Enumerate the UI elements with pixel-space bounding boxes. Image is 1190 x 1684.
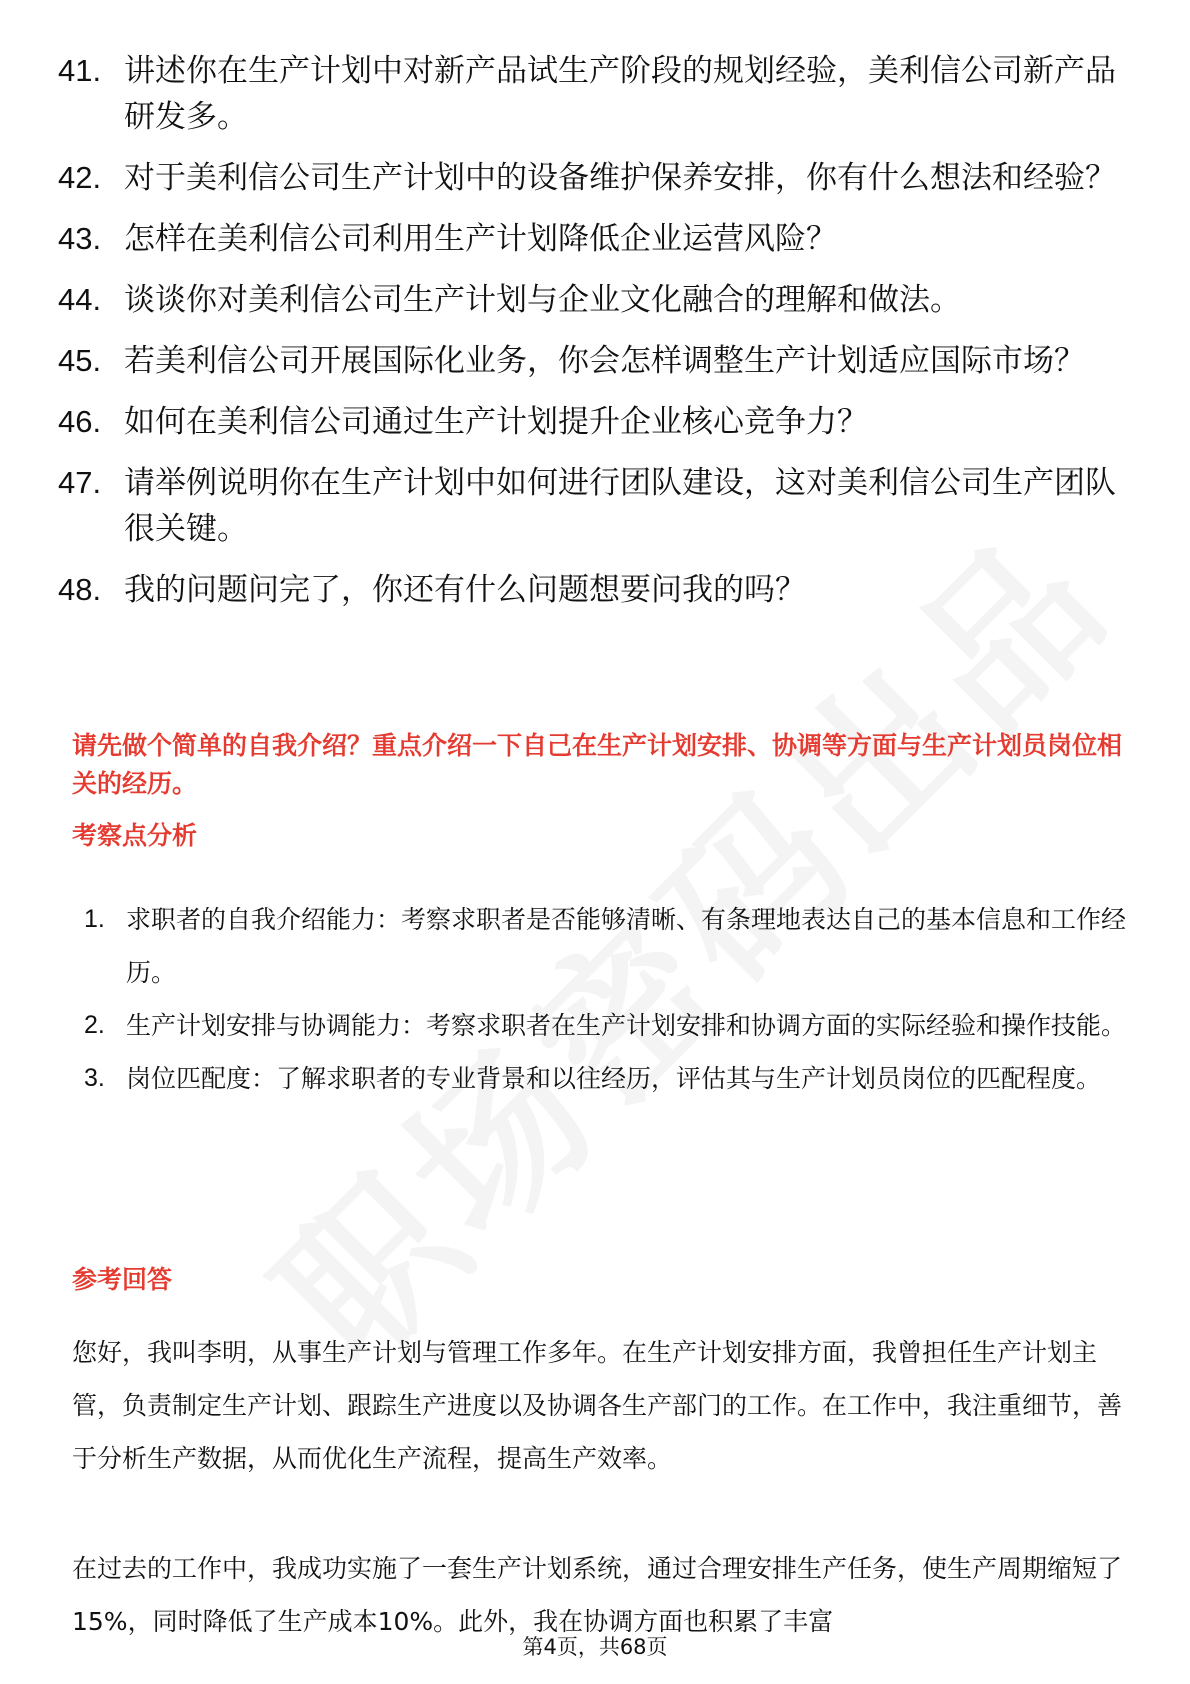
question-number: 42. bbox=[58, 160, 102, 195]
analysis-item bbox=[84, 999, 1134, 1052]
question-item bbox=[58, 399, 1138, 445]
analysis-number: 3. bbox=[84, 1064, 105, 1092]
question-text: 对于美利信公司生产计划中的设备维护保养安排，你有什么想法和经验？ bbox=[124, 160, 1116, 196]
question-item bbox=[58, 277, 1138, 323]
reference-answer-title: 参考回答 bbox=[72, 1265, 173, 1294]
question-number: 46. bbox=[58, 404, 102, 439]
question-text: 怎样在美利信公司利用生产计划降低企业运营风险？ bbox=[124, 221, 837, 257]
question-item bbox=[58, 155, 1138, 201]
question-number: 45. bbox=[58, 343, 102, 378]
question-number: 48. bbox=[58, 572, 102, 607]
analysis-text: 岗位匹配度：了解求职者的专业背景和以往经历，评估其与生产计划员岗位的匹配程度。 bbox=[126, 1064, 1102, 1093]
question-number: 41. bbox=[58, 53, 102, 88]
question-text: 如何在美利信公司通过生产计划提升企业核心竞争力？ bbox=[124, 404, 868, 440]
analysis-title: 考察点分析 bbox=[72, 821, 198, 850]
question-item bbox=[58, 48, 1138, 140]
featured-question-heading: 请先做个简单的自我介绍？重点介绍一下自己在生产计划安排、协调等方面与生产计划员岗位相关的经历。 bbox=[72, 731, 1123, 798]
question-item bbox=[58, 216, 1138, 262]
question-number: 44. bbox=[58, 282, 102, 317]
question-number: 47. bbox=[58, 465, 102, 500]
analysis-list bbox=[84, 893, 1134, 1105]
question-text: 谈谈你对美利信公司生产计划与企业文化融合的理解和做法。 bbox=[124, 282, 961, 318]
question-item bbox=[58, 338, 1138, 384]
question-text: 我的问题问完了，你还有什么问题想要问我的吗？ bbox=[124, 572, 806, 608]
analysis-item bbox=[84, 1052, 1134, 1105]
page-footer: 第4页，共68页 bbox=[522, 1635, 668, 1659]
answer-paragraph: 在过去的工作中，我成功实施了一套生产计划系统，通过合理安排生产任务，使生产周期缩短了15%，同时降低了生产成本10%。此外，我在协调方面也积累了丰富 bbox=[72, 1554, 1123, 1636]
question-list bbox=[58, 48, 1138, 628]
analysis-text: 求职者的自我介绍能力：考察求职者是否能够清晰、有条理地表达自己的基本信息和工作经历。 bbox=[126, 905, 1127, 987]
question-item bbox=[58, 567, 1138, 613]
analysis-number: 1. bbox=[84, 905, 105, 933]
analysis-item bbox=[84, 893, 1134, 999]
question-item bbox=[58, 460, 1138, 552]
question-text: 若美利信公司开展国际化业务，你会怎样调整生产计划适应国际市场？ bbox=[124, 343, 1085, 379]
analysis-text: 生产计划安排与协调能力：考察求职者在生产计划安排和协调方面的实际经验和操作技能。 bbox=[126, 1011, 1127, 1040]
question-text: 讲述你在生产计划中对新产品试生产阶段的规划经验，美利信公司新产品研发多。 bbox=[124, 53, 1116, 135]
answer-paragraph: 您好，我叫李明，从事生产计划与管理工作多年。在生产计划安排方面，我曾担任生产计划主管，负责制定生产计划、跟踪生产进度以及协调各生产部门的工作。在工作中，我注重细节，善于分析生产数据，从而优化生产流程，提高生产效率。 bbox=[72, 1338, 1123, 1473]
question-number: 43. bbox=[58, 221, 102, 256]
question-text: 请举例说明你在生产计划中如何进行团队建设，这对美利信公司生产团队很关键。 bbox=[124, 465, 1116, 547]
analysis-number: 2. bbox=[84, 1011, 105, 1039]
